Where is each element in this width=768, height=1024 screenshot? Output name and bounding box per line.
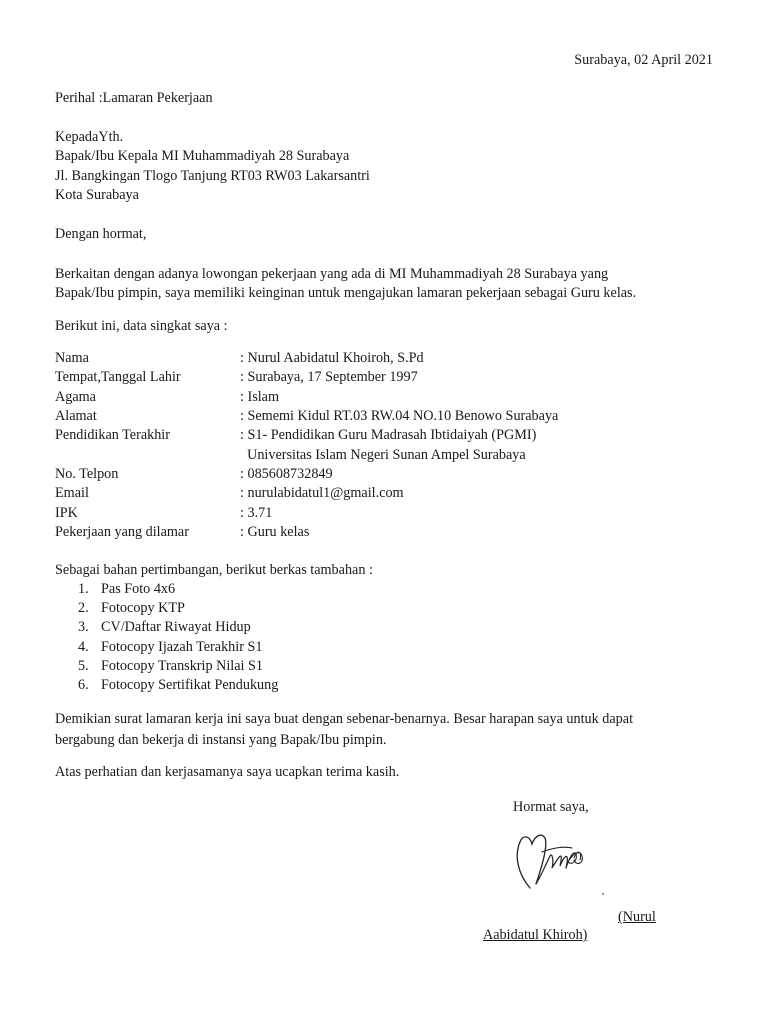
data-label: No. Telpon <box>55 466 119 482</box>
data-label: Agama <box>55 389 96 405</box>
greeting: Dengan hormat, <box>55 226 147 242</box>
recipient-salutation: KepadaYth. <box>55 129 124 145</box>
data-row <box>55 406 675 426</box>
list-number: 4. <box>78 639 89 655</box>
list-text: Fotocopy Sertifikat Pendukung <box>101 677 279 693</box>
recipient-name: Bapak/Ibu Kepala MI Muhammadiyah 28 Surabaya <box>55 148 350 164</box>
list-item <box>78 579 175 599</box>
data-value: : nurulabidatul1@gmail.com <box>240 485 404 501</box>
list-number: 5. <box>78 658 89 674</box>
data-label: Alamat <box>55 408 97 424</box>
list-text: Fotocopy Ijazah Terakhir S1 <box>101 639 263 655</box>
list-item <box>78 617 251 637</box>
data-value: : Surabaya, 17 September 1997 <box>240 369 418 385</box>
data-row <box>55 367 675 387</box>
list-number: 2. <box>78 600 89 616</box>
list-text: Pas Foto 4x6 <box>101 581 176 597</box>
data-label: Nama <box>55 350 89 366</box>
data-value: Universitas Islam Negeri Sunan Ampel Surabaya <box>240 447 526 463</box>
data-row <box>55 425 675 445</box>
list-text: CV/Daftar Riwayat Hidup <box>101 619 251 635</box>
list-item <box>78 656 263 676</box>
data-row <box>55 483 675 503</box>
letter-date: Surabaya, 02 April 2021 <box>574 52 713 68</box>
data-label: Pekerjaan yang dilamar <box>55 524 189 540</box>
data-row <box>55 445 675 465</box>
signer-name-part-1: (Nurul <box>618 909 656 925</box>
list-text: Fotocopy Transkrip Nilai S1 <box>101 658 263 674</box>
signature-icon <box>508 826 608 900</box>
data-value: : S1- Pendidikan Guru Madrasah Ibtidaiyah (PGMI) <box>240 427 537 443</box>
list-text: Fotocopy KTP <box>101 600 185 616</box>
closing-line-2: bergabung dan bekerja di instansi yang Bapak/Ibu pimpin. <box>55 732 387 748</box>
list-number: 1. <box>78 581 89 597</box>
data-value: : Nurul Aabidatul Khoiroh, S.Pd <box>240 350 424 366</box>
thanks-line: Atas perhatian dan kerjasamanya saya ucapkan terima kasih. <box>55 764 400 780</box>
data-row <box>55 387 675 407</box>
data-value: : Sememi Kidul RT.03 RW.04 NO.10 Benowo Surabaya <box>240 408 559 424</box>
recipient-address: Jl. Bangkingan Tlogo Tanjung RT03 RW03 Lakarsantri <box>55 168 370 184</box>
data-label: Email <box>55 485 89 501</box>
intro-line-1: Berkaitan dengan adanya lowongan pekerjaan yang ada di MI Muhammadiyah 28 Surabaya yang <box>55 266 609 282</box>
data-label: IPK <box>55 505 78 521</box>
list-item <box>78 637 262 657</box>
sign-off: Hormat saya, <box>513 799 589 815</box>
data-value: : 085608732849 <box>240 466 333 482</box>
list-number: 3. <box>78 619 89 635</box>
data-label: Tempat,Tanggal Lahir <box>55 369 181 385</box>
closing-line-1: Demikian surat lamaran kerja ini saya buat dengan sebenar-benarnya. Besar harapan saya untuk dapat <box>55 711 634 727</box>
attachments-intro: Sebagai bahan pertimbangan, berikut berkas tambahan : <box>55 562 373 578</box>
data-value: : Guru kelas <box>240 524 310 540</box>
data-row <box>55 348 675 368</box>
recipient-city: Kota Surabaya <box>55 187 139 203</box>
list-number: 6. <box>78 677 89 693</box>
intro-line-2: Bapak/Ibu pimpin, saya memiliki keinginan untuk mengajukan lamaran pekerjaan sebagai Guru kelas. <box>55 285 637 301</box>
data-value: : 3.71 <box>240 505 273 521</box>
signer-name-part-2: Aabidatul Khiroh) <box>483 927 588 943</box>
data-row <box>55 522 675 542</box>
data-intro: Berikut ini, data singkat saya : <box>55 318 228 334</box>
list-item <box>78 598 185 618</box>
data-row <box>55 464 675 484</box>
letter-subject: Perihal :Lamaran Pekerjaan <box>55 90 213 106</box>
data-value: : Islam <box>240 389 280 405</box>
data-row <box>55 503 675 523</box>
data-label: Pendidikan Terakhir <box>55 427 170 443</box>
list-item <box>78 675 278 695</box>
